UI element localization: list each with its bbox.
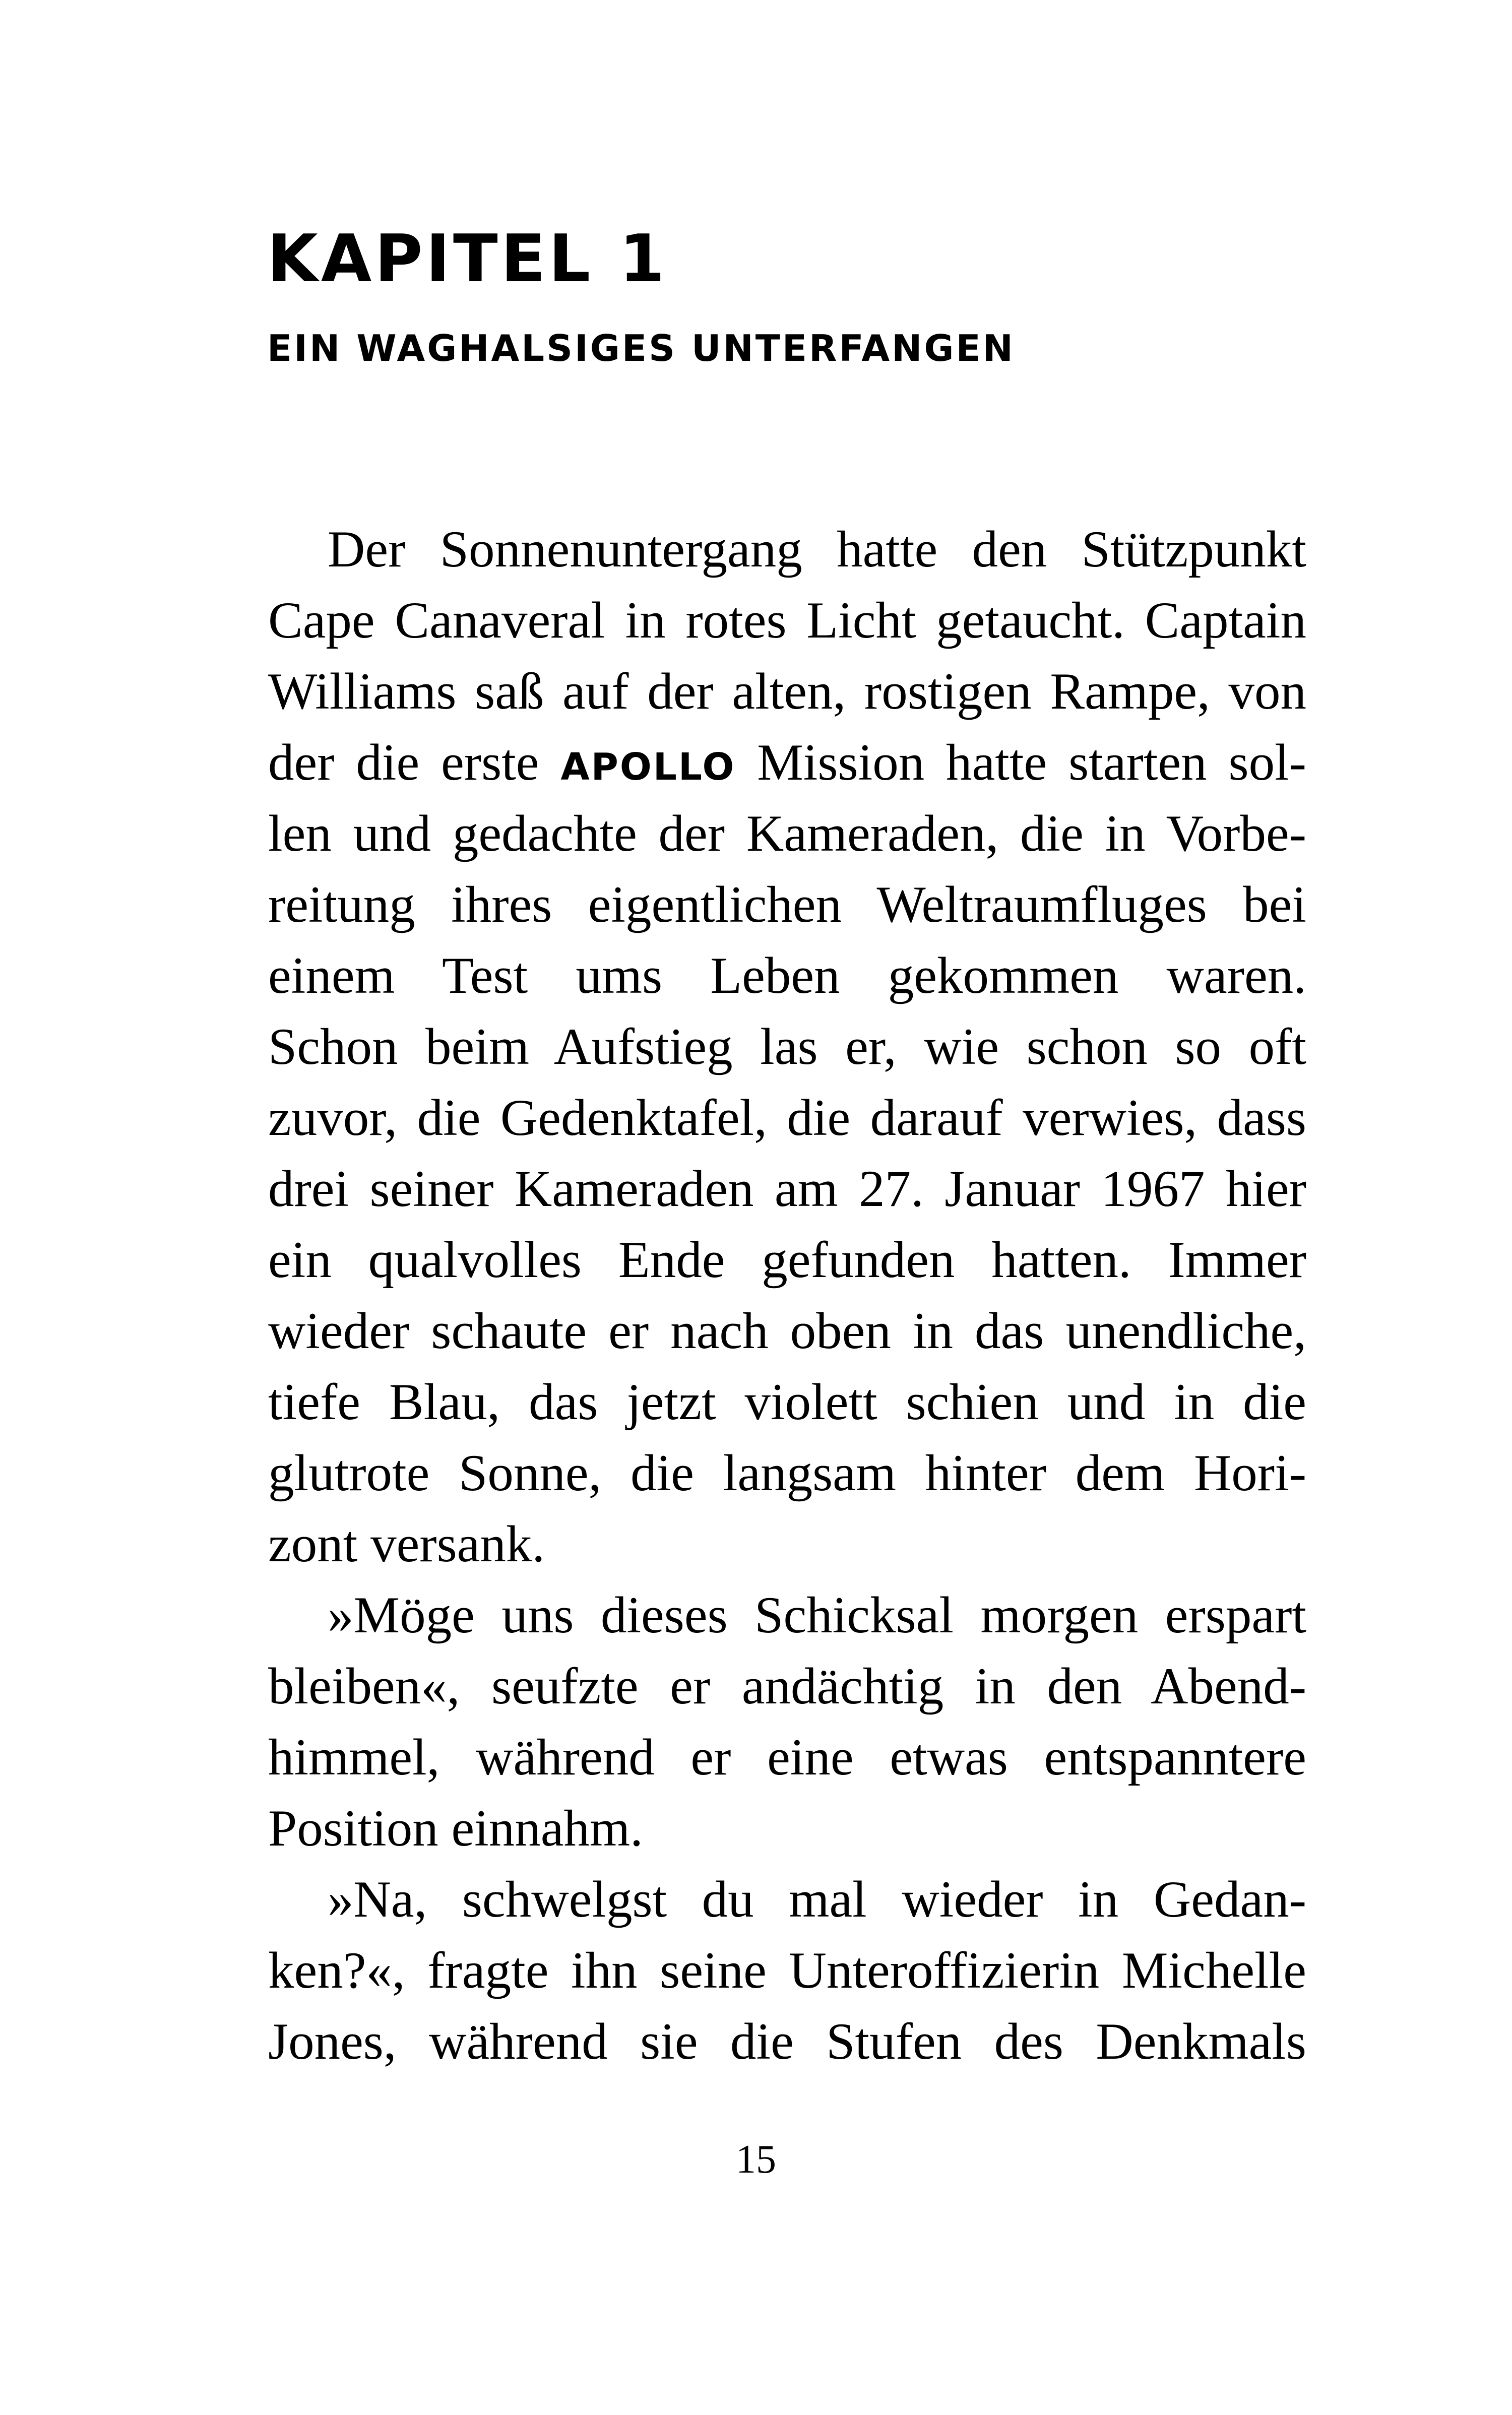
mission-name: APOLLO: [560, 745, 736, 789]
text-line: reitung ihres eigentlichen Weltraumfluges bei: [268, 876, 1306, 933]
text-line: len und gedachte der Kameraden, die in Vorbe-: [268, 805, 1306, 862]
text-line: zuvor, die Gedenktafel, die darauf verwies, dass: [268, 1089, 1306, 1147]
paragraph-3: [268, 1864, 1306, 2077]
page-number: 15: [736, 2137, 776, 2182]
text-line: ken?«, fragte ihn seine Unteroffizierin Michelle: [268, 1942, 1306, 1999]
text-line: Williams saß auf der alten, rostigen Rampe, von: [268, 663, 1306, 720]
body-text: [268, 514, 1306, 2077]
text-line: wieder schaute er nach oben in das unendliche,: [268, 1302, 1306, 1360]
chapter-title: KAPITEL 1: [267, 220, 668, 297]
text-line: glutrote Sonne, die langsam hinter dem Hori-: [268, 1444, 1306, 1502]
text-fragment: der die erste: [268, 734, 561, 791]
text-line: Der Sonnenuntergang hatte den Stützpunkt: [328, 521, 1306, 578]
text-line: Jones, während sie die Stufen des Denkmals: [268, 2013, 1306, 2070]
paragraph-2: [268, 1580, 1306, 1864]
text-line: drei seiner Kameraden am 27. Januar 1967 hier: [268, 1160, 1306, 1218]
chapter-subtitle: EIN WAGHALSIGES UNTERFANGEN: [267, 327, 1015, 369]
text-line: Cape Canaveral in rotes Licht getaucht. Captain: [268, 592, 1306, 649]
text-line: ein qualvolles Ende gefunden hatten. Immer: [268, 1231, 1306, 1289]
text-line: himmel, während er eine etwas entspanntere: [268, 1729, 1306, 1786]
text-fragment: Mission hatte starten sol-: [735, 734, 1306, 791]
text-line-with-mission: [268, 727, 1306, 798]
text-line: »Möge uns dieses Schicksal morgen erspart: [328, 1586, 1306, 1644]
text-line: »Na, schwelgst du mal wieder in Gedan-: [328, 1871, 1306, 1928]
text-line: tiefe Blau, das jetzt violett schien und in die: [268, 1373, 1306, 1431]
paragraph-1: [268, 514, 1306, 1580]
text-line: zont versank.: [268, 1515, 545, 1573]
text-line: Schon beim Aufstieg las er, wie schon so oft: [268, 1018, 1306, 1075]
text-line: einem Test ums Leben gekommen waren.: [268, 947, 1306, 1004]
text-line: bleiben«, seufzte er andächtig in den Abend-: [268, 1658, 1306, 1715]
text-line: Position einnahm.: [268, 1800, 643, 1857]
